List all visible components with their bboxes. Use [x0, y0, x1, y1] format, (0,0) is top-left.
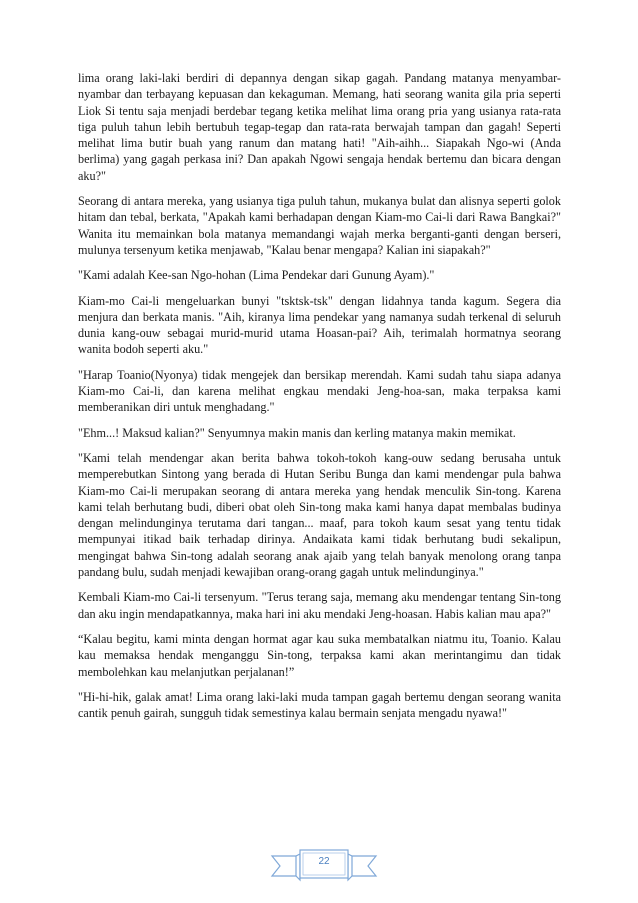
- paragraph-8: Kembali Kiam-mo Cai-li tersenyum. "Terus terang saja, memang aku mendengar tentang Sin-tong dan aku ingin mendapatkannya, maka hari ini aku mendaki Jeng-hoasan. Habis kalian mau apa?": [78, 590, 561, 621]
- paragraph-7: "Kami telah mendengar akan berita bahwa tokoh-tokoh kang-ouw sedang berusaha untuk memperebutkan Sintong yang berada di Hutan Seribu Bunga dan kami mendengar pula bahwa Kiam-mo Cai-li merupakan seorang di antara mereka yang hendak menculik Sin-tong. Karena kami telah berhutang budi, diberi obat oleh Sin-tong maka kami hanya dapat membalas budinya dengan melindunginya terutama dari tangan... maaf, para tokoh kaum sesat yang tentu tidak mempunyai itikad baik terhadap dirinya. Andaikata kami tidak berhutang budi sekalipun, mengingat bahwa Sin-tong adalah seorang anak ajaib yang telah banyak menolong orang tanpa pandang bulu, sudah menjadi kewajiban orang-orang gagah untuk melindunginya.": [78, 450, 561, 580]
- page-footer: [0, 846, 638, 886]
- paragraph-10: "Hi-hi-hik, galak amat! Lima orang laki-laki muda tampan gagah bertemu dengan seorang wanita cantik penuh gairah, sungguh tidak semestinya kalau bermain senjata mengadu nyawa!": [78, 689, 561, 721]
- paragraph-9: “Kalau begitu, kami minta dengan hormat agar kau suka membatalkan niatmu itu, Toanio. Kalau kau memaksa hendak menganggu Sin-tong, terpaksa kami akan merintangimu dan tidak membolehkan kau melanjutkan perjalanan!”: [78, 631, 561, 679]
- text-body: [78, 70, 561, 730]
- paragraph-6: "Ehm...! Maksud kalian?" Senyumnya makin manis dan kerling matanya makin memikat.: [78, 425, 516, 440]
- page-number: 22: [318, 856, 330, 867]
- paragraph-2: Seorang di antara mereka, yang usianya tiga puluh tahun, mukanya bulat dan alisnya seperti golok hitam dan tebal, berkata, "Apakah kami berhadapan dengan Kiam-mo Cai-li dari Rawa Bangkai?" Wanita itu memainkan bola matanya memandangi wajah merka berganti-ganti dengan berseri, mulunya tersenyum ketika menjawab, "Kalau benar mengapa? Kalian ini siapakah?": [78, 194, 561, 257]
- paragraph-3: "Kami adalah Kee-san Ngo-hohan (Lima Pendekar dari Gunung Ayam).": [78, 268, 435, 283]
- paragraph-4: Kiam-mo Cai-li mengeluarkan bunyi "tsktsk-tsk" dengan lidahnya tanda kagum. Segera dia menjura dan berkata manis. "Aih, kiranya lima pendekar yang namanya sudah terkenal di seluruh dunia kang-ouw sebagai murid-murid utama Hoasan-pai? Aih, terimalah hormatnya seorang wanita bodoh seperti aku.": [78, 293, 561, 357]
- paragraph-1: lima orang laki-laki berdiri di depannya dengan sikap gagah. Pandang matanya menyambar-nyambar dan terbayang kepuasan dan kekaguman. Memang, hati seorang wanita gila pria seperti Liok Si tentu saja menjadi berdebar tegang ketika melihat lima orang pria yang usianya rata-rata tiga puluh tahun lebih bertubuh tegap-tegap dan rata-rata berwajah tampan dan gagah! Seperti melihat lima butir buah yang ranum dan matang hati! "Aih-aihh... Siapakah Ngo-wi (Anda berlima) yang gagah perkasa ini? Dan apakah Ngowi sengaja hendak bertemu dan bicara dengan aku?": [78, 71, 561, 183]
- paragraph-5: "Harap Toanio(Nyonya) tidak mengejek dan bersikap merendah. Kami sudah tahu siapa adanya Kiam-mo Cai-li, dan karena melihat engkau mendaki Jeng-hoa-san, maka terpaksa kami memberanikan diri untuk menghadang.": [78, 367, 561, 415]
